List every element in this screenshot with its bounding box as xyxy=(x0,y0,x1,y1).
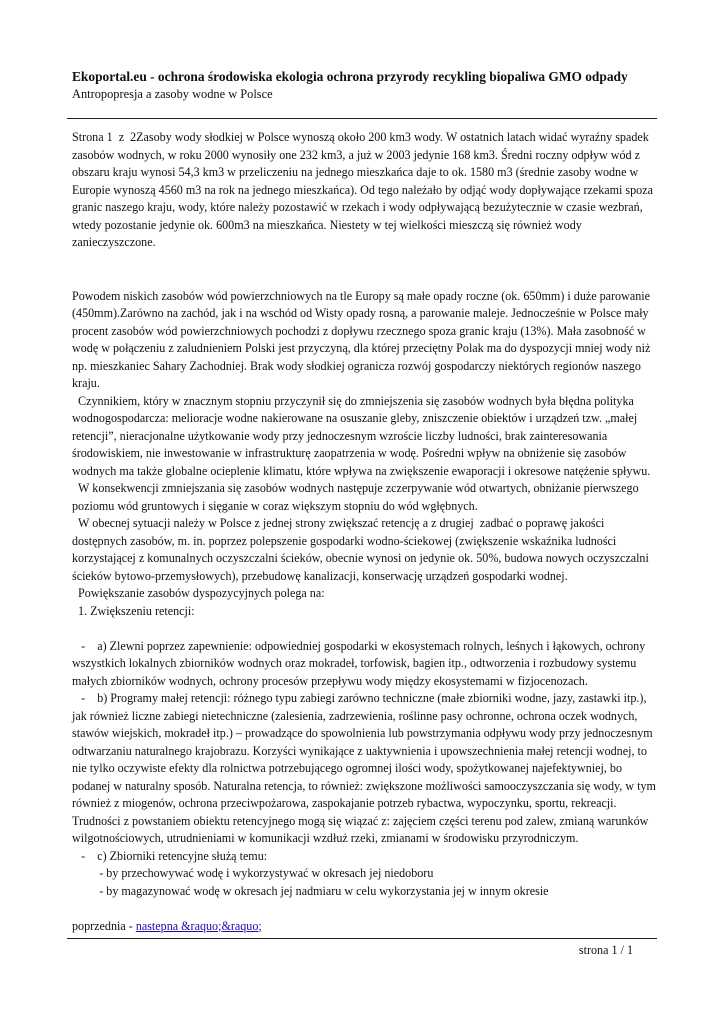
list-item-retention: 1. Zwiększeniu retencji: xyxy=(72,603,195,618)
footer-divider xyxy=(67,938,657,939)
list-item-catchment: - a) Zlewni poprzez zapewnienie: odpowiedniej gospodarki w ekosystemach rolnych, leśnych i łąkowych, ochrony wszystkich lokalnych zbiorników wodnych oraz mokradeł, torfowisk, bagien itp., odtworzenia i rozbudowy systemu małych zbiorników wodnych, ochrony procesów przepływu wody między ekosystemami w fizjocenozach. xyxy=(72,638,649,688)
list-item-store-water: - by przechowywać wodę i wykorzystywać w okresach jej niedoboru xyxy=(72,866,434,880)
pagination xyxy=(72,918,658,936)
article-title: Antropopresja a zasoby wodne w Polsce xyxy=(72,87,273,101)
site-title: Ekoportal.eu - ochrona środowiska ekologia ochrona przyrody recykling biopaliwa GMO odpady xyxy=(72,69,628,84)
page-header xyxy=(72,68,662,102)
paragraph-spacer xyxy=(72,900,658,918)
previous-label: poprzednia - xyxy=(72,918,136,933)
list-item-reservoirs: - c) Zbiorniki retencyjne służą temu: xyxy=(72,848,268,863)
header-divider xyxy=(67,118,657,119)
paragraph-intro: Strona 1 z 2Zasoby wody słodkiej w Polsce wynoszą około 200 km3 wody. W ostatnich latach widać wyraźny spadek zasobów wodnych, w roku 2000 wynosiły one 232 km3, a już w 2003 jedynie 168 km3. Średni roczny odpływ wód z obszaru kraju wynosi 54,3 km3 w przeliczeniu na jednego mieszkańca daje to ok. 1580 m3 (średnie zasoby wodne w Europie wynoszą 4560 m3 na rok na jednego mieszkańca). Od tego należało by odjąć wody dopływające rzekami spoza granic naszego kraju, wody, które należy pozostawić w rzekach i wody odpływającą bezużytecznie w czasie wezbrań, wtedy pozostanie jedynie ok. 600m3 na mieszkańca. Niestety w tej wielkości mieszczą się również wody zanieczyszczone. xyxy=(72,130,656,249)
paragraph-spacer xyxy=(72,252,658,288)
list-item-small-retention: - b) Programy małej retencji: różnego typu zabiegi zarówno techniczne (małe zbiorniki wodne, jazy, zastawki itp.), jak również liczne zabiegi nietechniczne (zalesienia, zadrzewienia, roślinne pasy ochronne, ochrona oczek wodnych, stawów wiejskich, mokradeł itp.) – prowadzące do spowolnienia lub powstrzymania odpływu wody przy jednoczesnym odtwarzaniu naturalnego krajobrazu. Korzyści wynikające z uaktywnienia i upowszechnienia małej retencji wodnej, to nie tylko oczywiste efekty dla rolnictwa potrzebującego ogromnej ilości wody, spożytkowanej najefektywniej, bo podanej w naturalny sposób. Naturalna retencja, to również: zwiększone możliwości samooczyszczania się wody, w tym również z miogenów, ochrona przeciwpożarowa, zaspokajanie potrzeb rybactwa, wypoczynku, sportu, rekreacji. Trudności z powstaniem obiektu retencyjnego mogą się wiązać z: zajęciem części terenu pod zalew, zmianą warunków wilgotnościowych, utrudnieniami w komunikacji wzdłuż rzeki, zmianami w środowisku przyrodniczym. xyxy=(72,691,659,845)
article-body xyxy=(72,129,658,935)
paragraph-policy: Czynnikiem, który w znacznym stopniu przyczynił się do zmniejszenia się zasobów wodnych była błędna polityka wodnogospodarcza: melioracje wodne nakierowane na osuszanie gleby, zniszczenie obiektów i urządzeń tzw. „małej retencji”, nieracjonalne użytkowanie wody przy jednoczesnym wzroście liczby ludności, brak zainteresowania środowiskiem, nie inwestowanie w infrastrukturę zaopatrzenia w wodę. Pośredni wpływ na obniżenie się zasobów wodnych ma także globalne ocieplenie klimatu, które wpływa na zwiększenie ewaporacji i okresowe natężenie spływu. xyxy=(72,393,651,478)
paragraph-causes: Powodem niskich zasobów wód powierzchniowych na tle Europy są małe opady roczne (ok. 650mm) i duże parowanie (450mm).Zarówno na zachód, jak i na wschód od Wisty opady rosną, a parowanie maleje. Jednocześnie w Polsce mały procent zasobów wód powierzchniowych pochodzi z dopływu rzecznego spoza granic kraju (13%). Mała zasobność w wodę w połączeniu z zaludnieniem Polski jest przyczyną, dla której przeciętny Polak ma do dyspozycji mniej wody niż np. mieszkaniec Sahary Zachodniej. Brak wody słodkiej ogranicza rozwój gospodarczy niektórych regionów naszego kraju. xyxy=(72,288,654,390)
paragraph-consequences: W konsekwencji zmniejszania się zasobów wodnych następuje zczerpywanie wód otwartych, obniżanie pierwszego poziomu wód gruntowych i sięganie w coraz większym stopniu do wód wgłębnych. xyxy=(72,481,642,513)
next-page-link[interactable]: nastepna &raquo;&raquo; xyxy=(135,918,262,933)
page-number: strona 1 / 1 xyxy=(578,943,633,957)
paragraph-current-situation: W obecnej sytuacji należy w Polsce z jednej strony zwiększać retencję a z drugiej zadbać o poprawę jakości dostępnych zasobów, m. in. poprzez polepszenie gospodarki wodno-ściekowej (zwiększenie wskaźnika ludności korzystającej z komunalnych oczyszczalni ścieków, obecnie wynosi on jedynie ok. 50%, budowa nowych oczyszczalni ścieków bytowo-przemysłowych), przebudowę kanalizacji, konserwację urządzeń gospodarki wodnej. xyxy=(72,516,652,583)
paragraph-spacer xyxy=(72,620,658,638)
paragraph-increase-resources: Powiększanie zasobów dyspozycyjnych polega na: xyxy=(72,586,325,600)
list-item-accumulate-water: - by magazynować wodę w okresach jej nadmiaru w celu wykorzystania jej w innym okresie xyxy=(72,883,549,898)
